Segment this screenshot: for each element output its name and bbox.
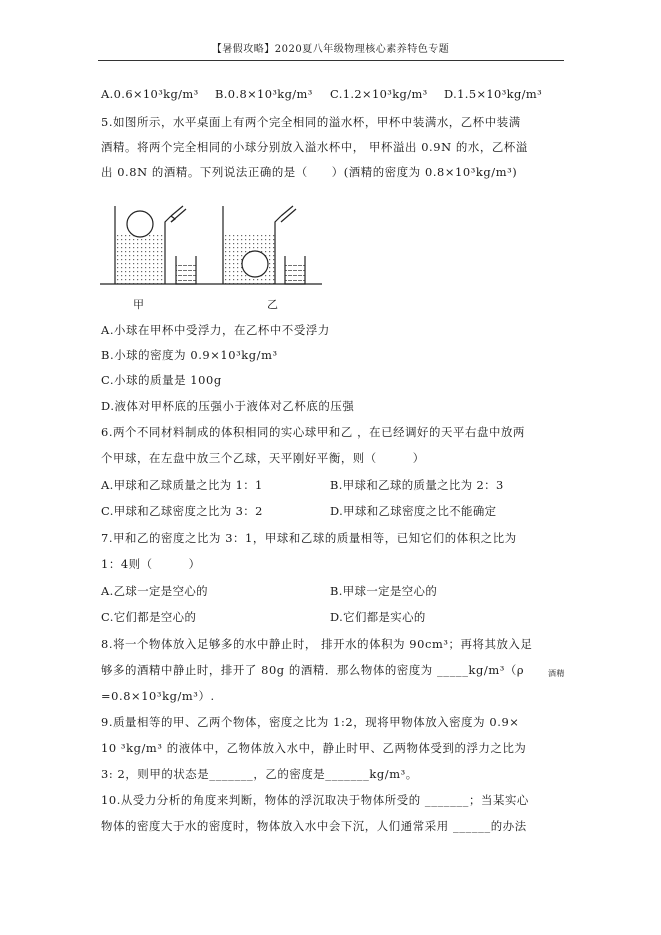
figure-label-jia: 甲 xyxy=(133,298,144,311)
q9-line-3: 3: 2，则甲的状态是_______，乙的密度是_______kg/m³。 xyxy=(101,767,418,781)
q8-line-2: 够多的酒精中静止时，排开了 80g 的酒精．那么物体的密度为 _____kg/m³（ρ xyxy=(101,663,525,677)
cup-jia xyxy=(115,206,196,284)
q5-option-c: C.小球的质量是 100g xyxy=(101,373,222,387)
q6-option-d: D.甲球和乙球密度之比不能确定 xyxy=(330,504,497,518)
q8-line-1: 8.将一个物体放入足够多的水中静止时， 排开水的体积为 90cm³；再将其放入足 xyxy=(101,637,533,651)
q8-line-3: =0.8×10³kg/m³）. xyxy=(101,689,215,703)
q4-option-a: A.0.6×10³kg/m³ xyxy=(101,87,199,101)
header-divider xyxy=(98,60,564,61)
q10-line-2: 物体的密度大于水的密度时，物体放入水中会下沉，人们通常采用 ______的办法 xyxy=(101,819,527,833)
figure-label-yi: 乙 xyxy=(267,298,278,311)
q6-stem-line-2: 个甲球，在左盘中放三个乙球，天平刚好平衡，则（ ） xyxy=(101,451,425,465)
q7-option-c: C.它们都是空心的 xyxy=(101,610,197,624)
q9-line-1: 9.质量相等的甲、乙两个物体，密度之比为 1:2，现将甲物体放入密度为 0.9× xyxy=(101,715,520,729)
q5-stem-line-2: 酒精。将两个完全相同的小球分别放入溢水杯中， 甲杯溢出 0.9N 的水，乙杯溢 xyxy=(101,140,528,154)
q5-stem-line-1: 5.如图所示，水平桌面上有两个完全相同的溢水杯，甲杯中装满水，乙杯中装满 xyxy=(101,115,521,129)
q6-stem-line-1: 6.两个不同材料制成的体积相同的实心球甲和乙 ，在已经调好的天平右盘中放两 xyxy=(101,425,525,439)
q10-line-1: 10.从受力分析的角度来判断，物体的浮沉取决于物体所受的 _______；当某实心 xyxy=(101,793,529,807)
q8-rho-subscript: 酒精 xyxy=(548,669,565,678)
page-header: 【暑假攻略】2020夏八年级物理核心素养特色专题 xyxy=(211,44,450,55)
q6-option-b: B.甲球和乙球的质量之比为 2：3 xyxy=(330,478,504,492)
q5-option-d: D.液体对甲杯底的压强小于液体对乙杯底的压强 xyxy=(101,399,355,413)
q7-stem-line-1: 7.甲和乙的密度之比为 3：1，甲球和乙球的质量相等，已知它们的体积之比为 xyxy=(101,531,517,545)
q6-option-c: C.甲球和乙球密度之比为 3：2 xyxy=(101,504,263,518)
q7-option-d: D.它们都是实心的 xyxy=(330,610,426,624)
q4-option-c: C.1.2×10³kg/m³ xyxy=(330,87,428,101)
q9-line-2: 10 ³kg/m³ 的液体中，乙物体放入水中，静止时甲、乙两物体受到的浮力之比为 xyxy=(101,741,527,755)
q5-stem-line-3: 出 0.8N 的酒精。下列说法正确的是（ ）(酒精的密度为 0.8×10³kg/m³) xyxy=(101,165,518,179)
q5-option-b: B.小球的密度为 0.9×10³kg/m³ xyxy=(101,348,278,362)
q6-option-a: A.甲球和乙球质量之比为 1：1 xyxy=(101,478,263,492)
cup-yi xyxy=(223,206,305,284)
q7-option-b: B.甲球一定是空心的 xyxy=(330,584,438,598)
q4-option-d: D.1.5×10³kg/m³ xyxy=(444,87,543,101)
q7-stem-line-2: 1：4则（ ） xyxy=(101,557,201,571)
q5-option-a: A.小球在甲杯中受浮力，在乙杯中不受浮力 xyxy=(101,323,330,337)
q7-option-a: A.乙球一定是空心的 xyxy=(101,584,208,598)
q4-option-b: B.0.8×10³kg/m³ xyxy=(215,87,313,101)
